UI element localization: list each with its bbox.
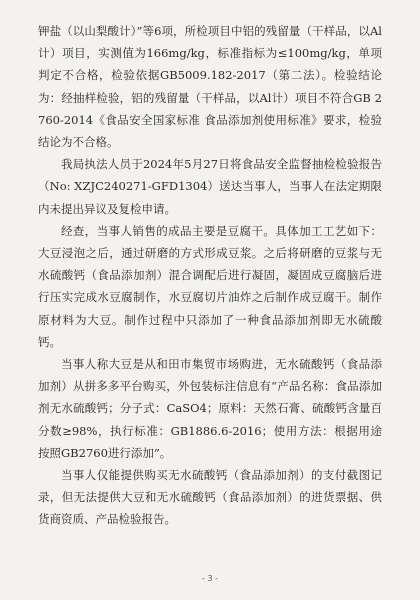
paragraph-evidence-missing: 当事人仅能提供购买无水硫酸钙（食品添加剂）的支付截图记录，但无法提供大豆和无水硫酸钙（食品添加剂）的进货票据、供货商资质、产品检验报告。 <box>38 468 382 527</box>
page-number: - 3 - <box>202 574 218 583</box>
paragraph-purchase-source: 当事人称大豆是从和田市集贸市场购进，无水硫酸钙（食品添加剂）从拼多多平台购买，外包装标注信息有“产品名称：食品添加剂无水硫酸钙；分子式：CaSO4；原料：天然石膏、硫酸钙含量百分数≥98%，执行标准：GB1886.6-2016；使用方法：根据用途按照GB2760进行添加”。 <box>38 357 382 460</box>
paragraph-report-delivery: 我局执法人员于2024年5月27日将食品安全监督抽检检验报告（No: XZJC240271-GFD1304）送达当事人，当事人在法定期限内未提出异议及复检申请。 <box>38 157 382 216</box>
paragraph-inspection-result: 钾盐（以山梨酸计）”等6项，所检项目中铝的残留量（干样品，以Al计）项目，实测值为166mg/kg，标准指标为≤100mg/kg，单项判定不合格，检验依据GB5009.182-2017（第二法）。检验结论为：经抽样检验，铝的残留量（干样品，以Al计）项目不符合GB 2760-2014《食品安全国家标准 食品添加剂使用标准》要求，检验结论为不合格。 <box>38 24 382 150</box>
paragraph-investigation-process: 经查，当事人销售的成品主要是豆腐干。具体加工工艺如下：大豆浸泡之后，通过研磨的方式形成豆浆。之后将研磨的豆浆与无水硫酸钙（食品添加剂）混合调配后进行凝固，凝固成豆腐脑后进行压实完成水豆腐制作，水豆腐切片油炸之后制作成豆腐干。制作原材料为大豆。制作过程中只添加了一种食品添加剂即无水硫酸钙。 <box>38 223 382 349</box>
